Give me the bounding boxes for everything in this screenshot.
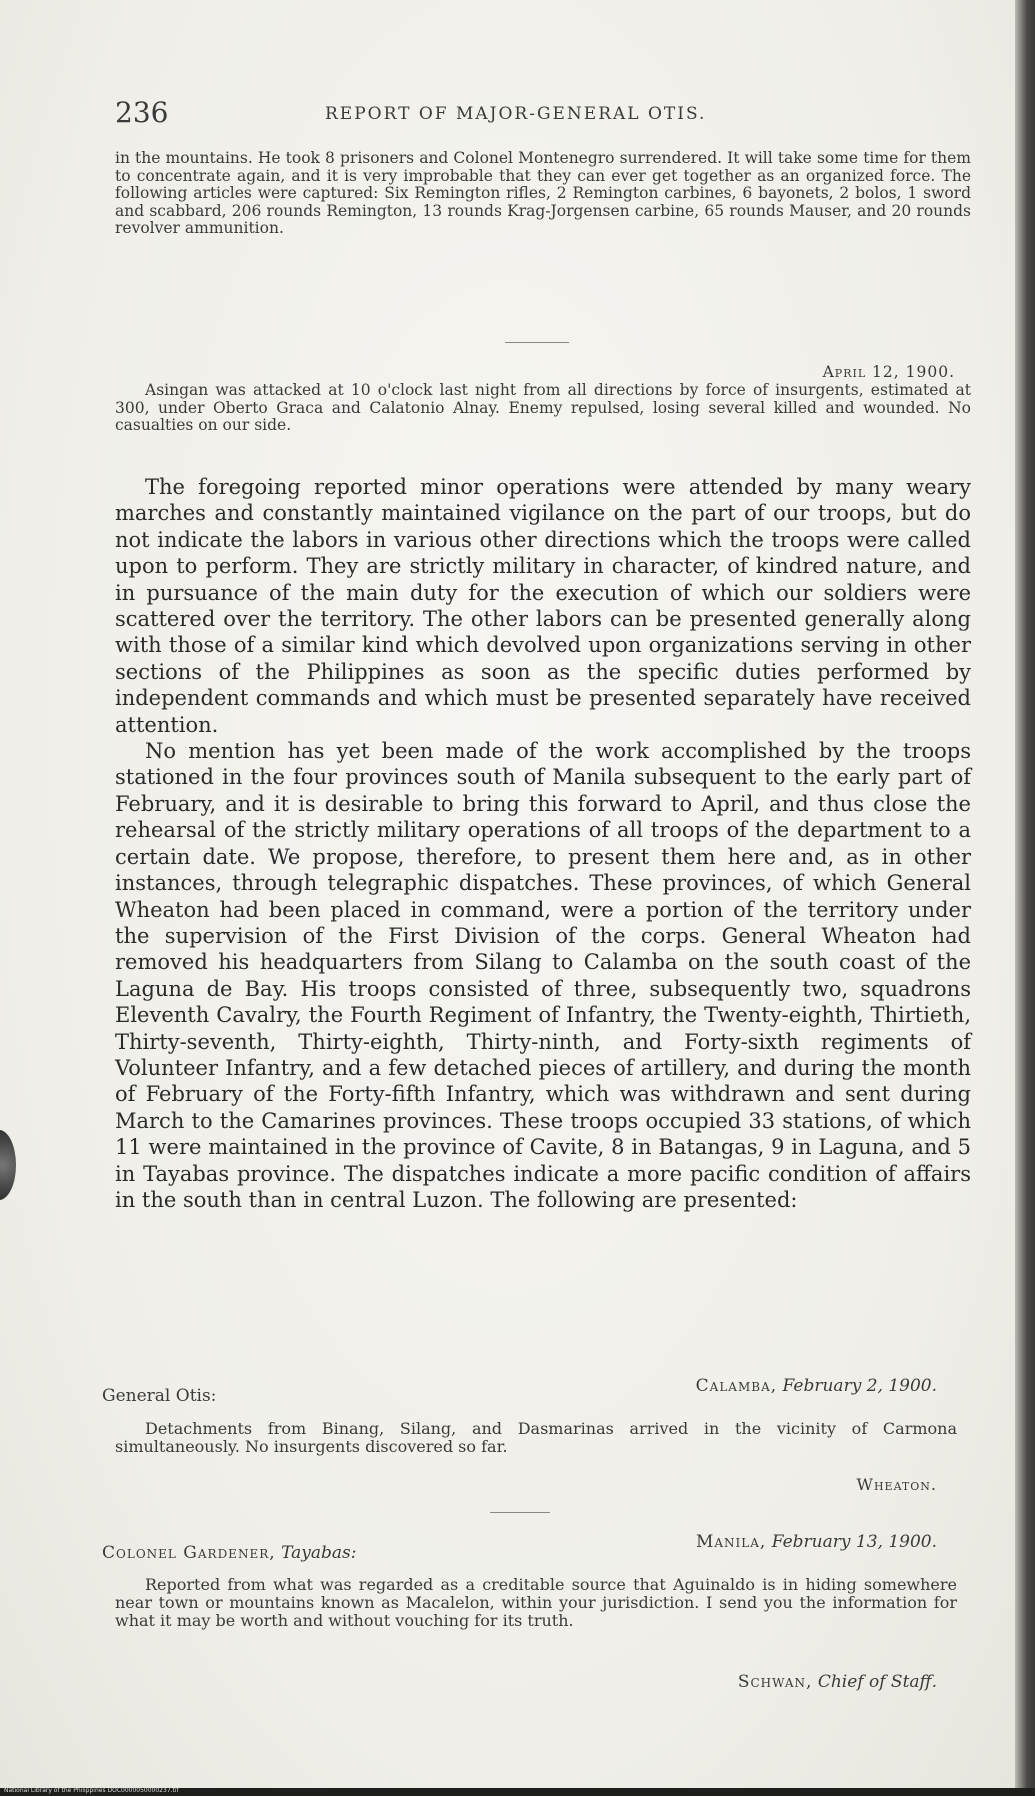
page-number: 236 [115, 96, 169, 129]
calamba-place: Calamba, [695, 1376, 778, 1396]
intro-paragraph [115, 150, 971, 238]
calamba-dispatch-text: Detachments from Binang, Silang, and Dasmarinas arrived in the vicinity of Carmona simultaneously. No insurgents discovered so far. [115, 1419, 957, 1456]
calamba-dispatch [115, 1420, 957, 1456]
manila-addressee-name: Colonel Gardener, [102, 1543, 276, 1563]
manila-signature [738, 1674, 937, 1692]
manila-addressee-place: Tayabas: [281, 1543, 357, 1563]
dispatch-date: April 12, 1900. [822, 363, 955, 381]
intro-paragraph-text: in the mountains. He took 8 prisoners and Colonel Montenegro surrendered. It will take some time for them to concentrate again, and it is very improbable that they can ever get together as an organized force. The following articles were captured: Six Remington rifles, 2 Remington carbines, 6 bayonets, 2 bolos, 1 sword and scabbard, 206 rounds Remington, 13 rounds Krag-Jorgensen carbine, 65 rounds Mauser, and 20 rounds revolver ammunition. [115, 149, 971, 237]
manila-dateline [696, 1534, 937, 1552]
manila-addressee [102, 1545, 356, 1563]
main-paragraph-2: No mention has yet been made of the work accomplished by the troops stationed in the four provinces south of Manila subsequent to the early part of February, and it is desirable to bring this forward to April, and thus close the rehearsal of the strictly military operations of all troops of the department to a certain date. We propose, therefore, to present them here and, as in other instances, through telegraphic dispatches. These provinces, of which General Wheaton had been placed in command, were a portion of the territory under the supervision of the First Division of the corps. General Wheaton had removed his headquarters from Silang to Calamba on the south coast of the Laguna de Bay. His troops consisted of three, subsequently two, squadrons Eleventh Cavalry, the Fourth Regiment of Infantry, the Twenty-eighth, Thirtieth, Thirty-seventh, Thirty-eighth, Thirty-ninth, and Forty-sixth regiments of Volunteer Infantry, and a few detached pieces of artillery, and during the month of February of the Forty-fifth Infantry, which was withdrawn and sent during March to the Camarines provinces. These troops occupied 33 stations, of which 11 were maintained in the province of Cavite, 8 in Batangas, 9 in Laguna, and 5 in Tayabas province. The dispatches indicate a more pacific condition of affairs in the south than in central Luzon. The following are presented: [115, 739, 971, 1212]
main-paragraph-1: The foregoing reported minor operations were attended by many weary marches and constantly maintained vigilance on the part of our troops, but do not indicate the labors in various other directions which the troops were called upon to perform. They are strictly military in character, of kindred nature, and in pursuance of the main duty for the execution of which our soldiers were scattered over the territory. The other labors can be presented generally along with those of a similar kind which devolved upon organizations serving in other sections of the Philippines as soon as the specific duties performed by independent commands and which must be presented separately have received attention. [115, 475, 971, 737]
dispatch-april-text: Asingan was attacked at 10 o'clock last night from all directions by force of insurgents, estimated at 300, under Oberto Graca and Calatonio Alnay. Enemy repulsed, losing several killed and wounded. No casualties on our side. [115, 381, 971, 434]
manila-dispatch [115, 1576, 957, 1630]
manila-signature-name: Schwan, [737, 1672, 813, 1692]
calamba-date: February 2, 1900. [782, 1376, 937, 1396]
page-edge-shadow [1015, 0, 1035, 1796]
main-text [115, 474, 971, 1213]
scan-footer-text: National Library of the Philippines DOC0000050000237.tif [4, 1787, 179, 1794]
calamba-addressee: General Otis: [102, 1386, 217, 1406]
calamba-signature: Wheaton. [856, 1475, 937, 1494]
binding-hole [0, 1130, 16, 1200]
manila-dispatch-text: Reported from what was regarded as a creditable source that Aguinaldo is in hiding somewhere near town or mountains known as Macalelon, within your jurisdiction. I send you the information for what it may be worth and without vouching for its truth. [115, 1575, 957, 1630]
manila-date: February 13, 1900. [771, 1532, 937, 1552]
manila-place: Manila, [695, 1532, 767, 1552]
dispatch-april [115, 382, 971, 435]
section-divider [490, 1512, 550, 1513]
page-header [115, 96, 971, 132]
calamba-dateline [696, 1378, 937, 1396]
section-divider [505, 342, 569, 343]
running-head: REPORT OF MAJOR-GENERAL OTIS. [325, 104, 707, 124]
manila-signature-title: Chief of Staff. [817, 1672, 937, 1692]
